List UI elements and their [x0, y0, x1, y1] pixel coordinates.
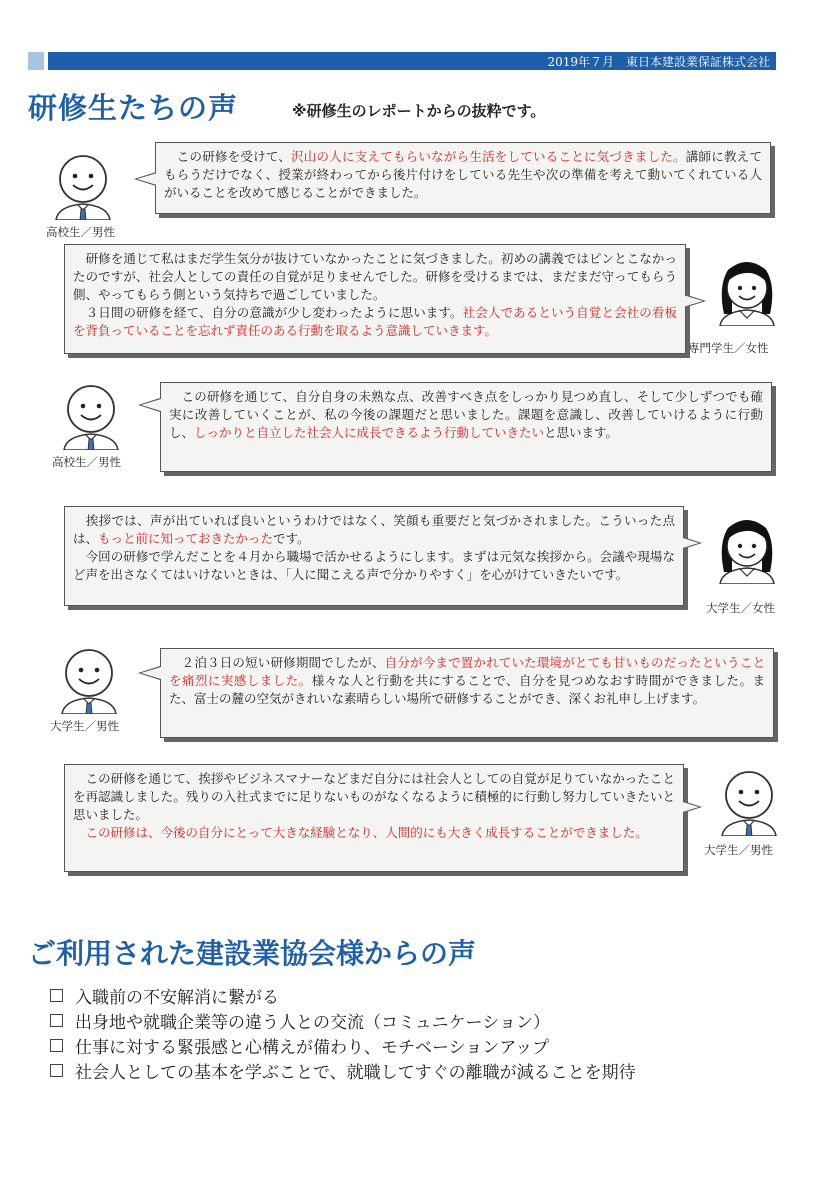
role-label: 大学生／女性	[706, 601, 775, 615]
role-label: 専門学生／女性	[688, 341, 769, 355]
header-accent-square	[28, 52, 44, 70]
testimonial-bubble: ２泊３日の短い研修期間でしたが、自分が今まで置かれていた環境がとても甘いものだったということを痛烈に実感しました。様々な人と行動を共にすることで、自分を見つめなおす時間ができました。また、富士の麓の空気がきれいな素晴らしい場所で研修することができ、深くお礼申し上げます。	[160, 648, 774, 738]
role-label: 高校生／男性	[52, 455, 121, 469]
avatar-female-icon	[712, 256, 782, 326]
testimonial-bubble: 挨拶では、声が出ていれば良いというわけではなく、笑顔も重要だと気づかされました。こういった点は、もっと前に知っておきたかったです。 今回の研修で学んだことを４月から職場で活かせるようにします。まずは元気な挨拶から。会議や現場など声を出さなくてはいけないときは、「人に聞こえる声で分かりやすく」を心がけていきたいです。	[64, 506, 684, 606]
list-item: 社会人としての基本を学ぶことで、就職してすぐの離職が減ることを期待	[50, 1061, 636, 1086]
avatar-female-icon	[712, 514, 782, 584]
role-label: 大学生／男性	[50, 719, 119, 733]
section-title-trainees: 研修生たちの声	[28, 91, 239, 125]
testimonial-bubble: 研修を通じて私はまだ学生気分が抜けていなかったことに気づきました。初めの講義ではピンとこなかったのですが、社会人としての責任の自覚が足りませんでした。研修を受けるまでは、まだまだ守ってもらう側、やってもらう側という気持ちで過ごしていました。 ３日間の研修を経て、自分の意識が少し変わったように思います。社会人であるという自覚と会社の看板を背負っていることを忘れず責任のある行動を取るよう意識していきます。	[64, 244, 686, 354]
role-label: 大学生／男性	[704, 843, 773, 857]
checkbox-square-icon	[50, 1064, 63, 1077]
checkbox-square-icon	[50, 1014, 63, 1027]
section-title-associations: ご利用された建設業協会様からの声	[28, 937, 477, 970]
avatar-male-icon	[714, 766, 784, 836]
list-item: 出身地や就職企業等の違う人との交流（コミュニケーション）	[50, 1011, 636, 1036]
feedback-list	[50, 986, 636, 1086]
bubble-tail-fill	[683, 295, 703, 307]
bubble-tail-fill	[141, 399, 161, 411]
avatar-male-icon	[48, 150, 118, 220]
testimonial-bubble: この研修を通じて、挨拶やビジネスマナーなどまだ自分には社会人としての自覚が足りていなかったことを再認識しました。残りの入社式までに足りないものがなくなるように積極的に行動し努力していきたいと思いました。 この研修は、今後の自分にとって大きな経験となり、人間的にも大きく成長することができました。	[64, 764, 684, 872]
header-bar	[28, 52, 776, 70]
testimonial-bubble: この研修を受けて、沢山の人に支えてもらいながら生活をしていることに気づきました。講師に教えてもらうだけでなく、授業が終わってから後片付けをしている先生や次の準備を考えて動いてくれている人がいることを改めて感じることができました。	[155, 142, 771, 214]
bubble-tail-fill	[679, 537, 699, 549]
role-label: 高校生／男性	[46, 225, 115, 239]
bubble-tail-fill	[137, 173, 157, 185]
avatar-male-icon	[54, 644, 124, 714]
testimonial-bubble: この研修を通じて、自分自身の未熟な点、改善すべき点をしっかり見つめ直し、そして少しずつでも確実に改善していくことが、私の今後の課題だと思いました。課題を意識し、改善していけるように行動し、しっかりと自立した社会人に成長できるよう行動していきたいと思います。	[160, 382, 772, 472]
header-band	[48, 52, 776, 70]
checkbox-square-icon	[50, 1039, 63, 1052]
bubble-tail-fill	[141, 667, 161, 679]
bubble-tail-fill	[679, 801, 699, 813]
avatar-male-icon	[56, 380, 126, 450]
list-item: 仕事に対する緊張感と心構えが備わり、モチベーションアップ	[50, 1036, 636, 1061]
section-subtitle: ※研修生のレポートからの抜粋です。	[292, 102, 546, 120]
checkbox-square-icon	[50, 989, 63, 1002]
list-item: 入職前の不安解消に繋がる	[50, 986, 636, 1011]
header-date-company: 2019年７月 東日本建設業保証株式会社	[547, 55, 770, 69]
